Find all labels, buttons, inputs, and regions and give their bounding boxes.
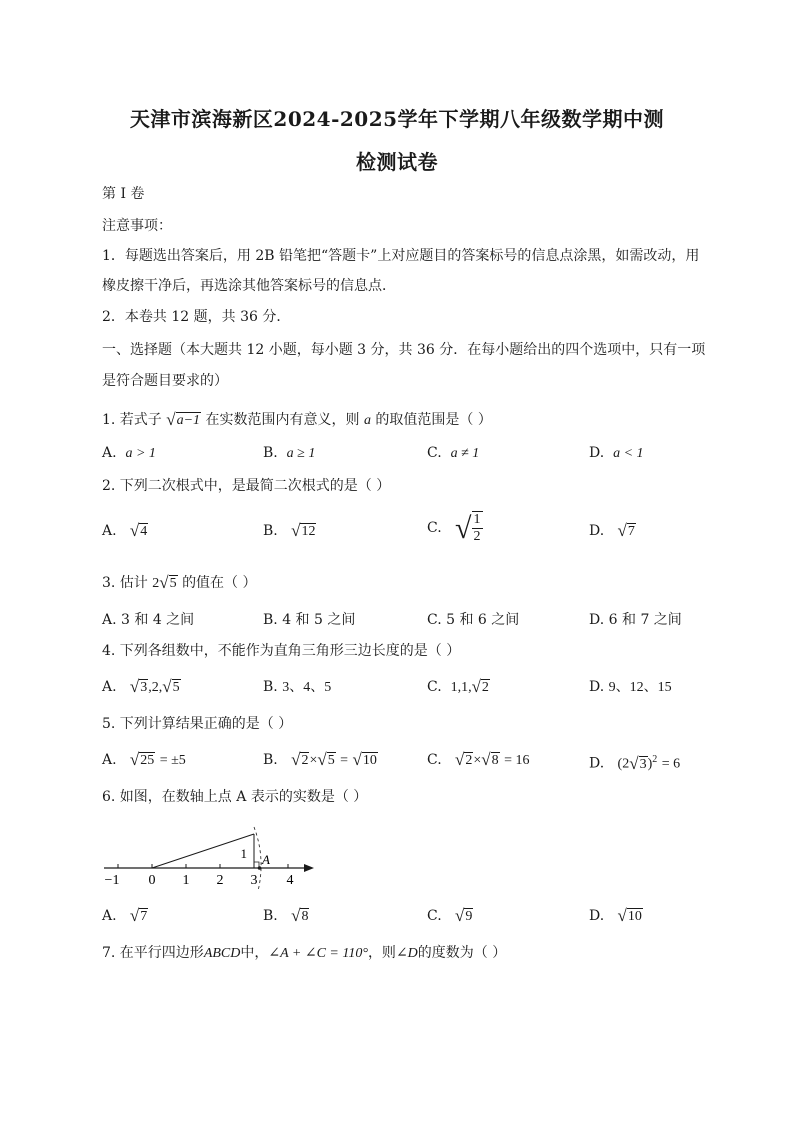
option-label: D. — [589, 523, 605, 539]
number-line-figure — [98, 825, 328, 895]
point-a-dot — [258, 866, 262, 870]
option-radicand: 8 — [491, 753, 499, 768]
option-text: a ≥ 1 — [286, 446, 316, 461]
option-radicand: 2 — [301, 753, 309, 768]
option-label: B. — [263, 612, 278, 628]
option-radical: √7 — [617, 521, 635, 540]
triangle-hypotenuse — [152, 834, 254, 868]
q2-option-c[interactable] — [427, 511, 483, 545]
q3-radical: √5 — [159, 573, 177, 592]
option-text: a ≠ 1 — [450, 446, 480, 461]
q1-stem-mid: 在实数范围内有意义，则 — [205, 412, 360, 428]
option-radicand: 5 — [327, 753, 335, 768]
q1-stem-post: 的取值范围是（ ） — [375, 412, 492, 428]
q7-stem-post: ，则 — [367, 945, 396, 961]
tick-label-4: 4 — [286, 873, 294, 888]
option-radical: √8 — [481, 750, 499, 769]
option-radicand: 3 — [639, 756, 647, 772]
tick-label-neg1: −1 — [104, 873, 120, 888]
option-radical: √7 — [129, 906, 148, 925]
q7-stem-end: 的度数为（ ） — [417, 945, 507, 961]
option-radical: √5 — [317, 750, 335, 769]
q3-radicand: 5 — [169, 576, 177, 591]
notice-item-1-line2: 橡皮擦干净后，再选涂其他答案标号的信息点． — [102, 278, 396, 294]
option-text: a > 1 — [125, 446, 156, 461]
option-radical: √2 — [471, 677, 489, 696]
q2-option-b[interactable] — [263, 521, 316, 542]
option-label: B. — [263, 523, 278, 539]
q3-option-b[interactable] — [263, 610, 355, 630]
tick-label-0: 0 — [148, 873, 156, 888]
option-label: B. — [263, 679, 278, 695]
q1-radicand: a−1 — [176, 413, 201, 428]
option-radical: √8 — [291, 906, 309, 925]
q1-stem — [102, 410, 492, 431]
option-radicand: 5 — [172, 680, 180, 695]
fraction-denominator: 2 — [473, 529, 481, 544]
option-radical: √5 — [162, 677, 180, 696]
q4-option-c[interactable] — [427, 677, 490, 698]
option-text: = ±5 — [159, 753, 186, 768]
option-label: B. — [263, 908, 278, 924]
option-text: 3 和 4 之间 — [121, 612, 195, 628]
q1-option-a[interactable] — [102, 443, 156, 464]
notice-item-1-line1: 1．每题选出答案后，用 2B 铅笔把“答题卡”上对应题目的答案标号的信息点涂黑，如需改动，用 — [102, 248, 700, 264]
q1-option-c[interactable] — [427, 443, 479, 464]
option-label: A. — [102, 908, 117, 924]
q3-stem — [102, 573, 257, 594]
option-text: 6 和 7 之间 — [608, 612, 682, 628]
q5-option-b[interactable] — [263, 750, 378, 771]
option-text: = 16 — [504, 753, 530, 768]
notice-item-2: 2．本卷共 12 题，共 36 分． — [102, 309, 291, 325]
option-label: A. — [102, 752, 117, 768]
option-radical: √10 — [617, 906, 642, 925]
option-radical: √2 — [291, 750, 309, 769]
q7-parallelogram-name: ABCD — [203, 946, 241, 961]
tick-label-1: 1 — [182, 873, 190, 888]
option-text: a < 1 — [613, 446, 644, 461]
q1-option-b[interactable] — [263, 443, 315, 464]
q5-option-d[interactable] — [589, 750, 680, 775]
option-label: A. — [102, 523, 117, 539]
q4-option-a[interactable] — [102, 677, 181, 698]
option-radical: √2 — [455, 750, 473, 769]
option-radical: √3 — [129, 677, 148, 696]
option-radicand: 3 — [140, 680, 148, 695]
exam-title-line2: 检测试卷 — [356, 150, 438, 174]
q5-option-a[interactable] — [102, 750, 186, 771]
option-label: D. — [589, 679, 605, 695]
option-radicand: 7 — [627, 524, 635, 539]
fraction-numerator: 1 — [473, 512, 481, 527]
option-label: C. — [427, 445, 442, 461]
option-text: 5 和 6 之间 — [446, 612, 520, 628]
option-radical: √4 — [129, 521, 148, 540]
q7-stem-mid: 中， — [240, 945, 269, 961]
height-label: 1 — [240, 846, 247, 861]
option-label: D. — [589, 445, 605, 461]
q7-asked-angle: ∠D — [395, 946, 418, 961]
option-label: C. — [427, 908, 442, 924]
q1-stem-pre: 1. 若式子 — [102, 412, 162, 428]
option-exponent: 2 — [652, 754, 658, 765]
option-text: 1,1, — [450, 680, 472, 695]
point-a-label: A — [262, 852, 270, 867]
q7-angle-condition: ∠A + ∠C = 110° — [268, 946, 368, 961]
section-heading-line2: 是符合题目要求的） — [102, 373, 228, 389]
q3-stem-post: 的值在（ ） — [182, 575, 257, 591]
option-label: D. — [589, 908, 605, 924]
option-label: C. — [427, 612, 442, 628]
option-radicand: 7 — [140, 909, 148, 924]
option-radicand: 10 — [362, 753, 377, 768]
option-radicand: 10 — [627, 909, 642, 924]
option-radicand: 12 — [301, 524, 316, 539]
option-text: 3、4、5 — [282, 680, 332, 695]
option-text: (2 — [617, 756, 630, 772]
q2-stem: 2. 下列二次根式中，是最简二次根式的是（ ） — [102, 478, 391, 494]
option-operator: × — [473, 753, 482, 768]
notice-heading: 注意事项： — [102, 218, 172, 234]
section-heading-line1: 一、选择题（本大题共 12 小题，每小题 3 分，共 36 分．在每小题给出的四个选项中，只有一项 — [102, 342, 706, 358]
option-label: B. — [263, 752, 278, 768]
tick-label-3: 3 — [250, 873, 258, 888]
option-radicand: 4 — [140, 524, 148, 539]
q6-stem: 6. 如图，在数轴上点 A 表示的实数是（ ） — [102, 789, 368, 805]
tick-label-2: 2 — [216, 873, 224, 888]
q3-option-a[interactable] — [102, 610, 194, 630]
q3-coefficient: 2 — [152, 576, 160, 591]
option-radical: √25 — [129, 750, 155, 769]
option-radicand: 2 — [481, 680, 489, 695]
option-label: C. — [427, 679, 442, 695]
option-label: C. — [427, 520, 442, 536]
q7-stem-pre: 7. 在平行四边形 — [102, 945, 204, 961]
q5-option-c[interactable] — [427, 750, 529, 771]
option-text: 4 和 5 之间 — [282, 612, 356, 628]
option-radicand: 9 — [465, 909, 473, 924]
volume-label: 第 I 卷 — [102, 186, 145, 202]
option-label: A. — [102, 612, 117, 628]
option-text: = 6 — [661, 756, 681, 772]
option-radicand: 2 — [465, 753, 473, 768]
big-radical-sign: √ — [455, 512, 472, 545]
option-radicand: 8 — [301, 909, 309, 924]
q1-radical: √a−1 — [166, 410, 201, 429]
option-text: 9、12、15 — [608, 680, 672, 695]
q5-stem: 5. 下列计算结果正确的是（ ） — [102, 716, 293, 732]
q1-var: a — [363, 413, 371, 428]
option-radical: √12 — [291, 521, 316, 540]
option-radical: √3 — [629, 753, 647, 773]
exam-title-line1: 天津市滨海新区2024-2025学年下学期八年级数学期中测 — [129, 107, 665, 131]
option-text: ) — [647, 756, 653, 772]
option-fraction — [472, 511, 483, 545]
q3-option-c[interactable] — [427, 610, 519, 630]
q3-option-d[interactable] — [589, 610, 682, 630]
q4-stem: 4. 下列各组数中，不能作为直角三角形三边长度的是（ ） — [102, 643, 461, 659]
q6-option-c[interactable] — [427, 906, 473, 927]
q2-option-d[interactable] — [589, 521, 636, 542]
option-radicand: 25 — [140, 753, 155, 768]
option-radical: √10 — [352, 750, 377, 769]
q6-option-b[interactable] — [263, 906, 309, 927]
option-operator: × — [309, 753, 318, 768]
q1-option-d[interactable] — [589, 443, 644, 464]
q4-option-b[interactable] — [263, 677, 331, 698]
option-radical: √9 — [455, 906, 473, 925]
option-label: A. — [102, 679, 117, 695]
option-label: D. — [589, 612, 605, 628]
q4-option-d[interactable] — [589, 677, 672, 698]
option-label: A. — [102, 445, 117, 461]
option-label: C. — [427, 752, 442, 768]
axis-arrow-icon — [304, 864, 314, 872]
option-operator: = — [340, 753, 349, 768]
q3-stem-pre: 3. 估计 — [102, 575, 148, 591]
q2-option-a[interactable] — [102, 521, 148, 542]
option-label: B. — [263, 445, 278, 461]
q6-option-d[interactable] — [589, 906, 643, 927]
option-label: D. — [589, 755, 605, 772]
q7-stem — [102, 943, 506, 964]
option-text: ,2, — [148, 680, 163, 695]
q6-option-a[interactable] — [102, 906, 148, 927]
